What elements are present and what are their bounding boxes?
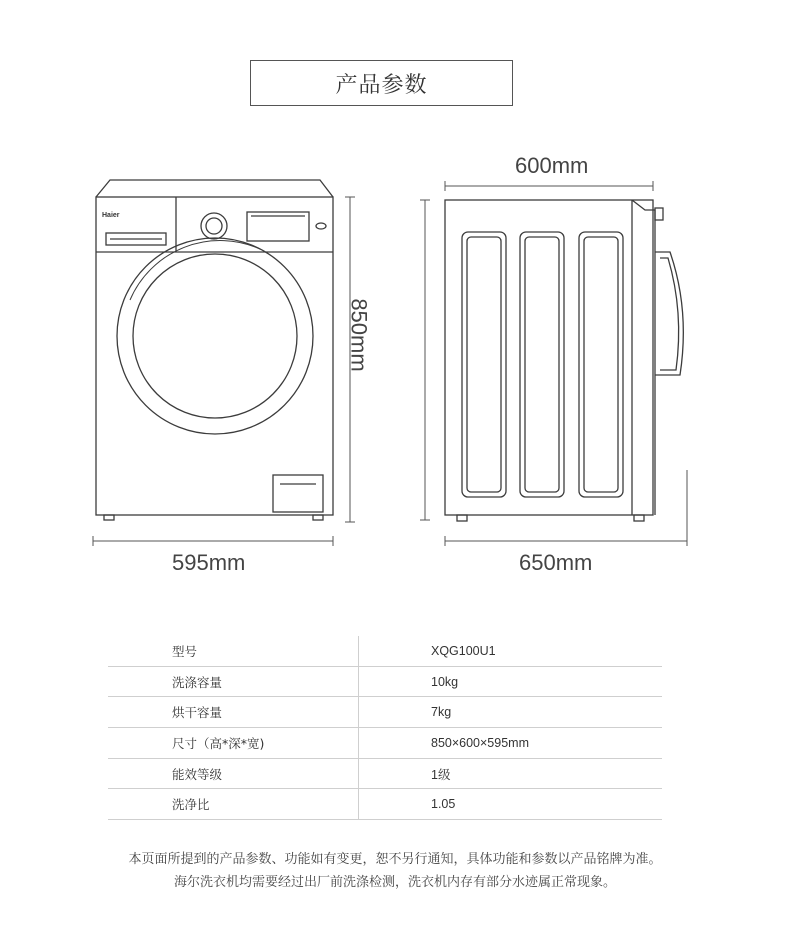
height-label: 850mm [346, 298, 372, 372]
footnote-line-2: 海尔洗衣机均需要经过出厂前洗涤检测，洗衣机内存有部分水迹属正常现象。 [173, 875, 616, 890]
spec-value: 1.05 [359, 789, 663, 820]
spec-label: 烘干容量 [108, 697, 359, 728]
brand-logo: Haier [102, 212, 120, 219]
spec-label: 能效等级 [108, 758, 359, 789]
spec-label: 洗涤容量 [108, 666, 359, 697]
side-depth-label: 650mm [519, 550, 593, 575]
table-row [108, 666, 662, 697]
spec-value: XQG100U1 [359, 636, 663, 666]
side-view-drawing [445, 200, 683, 521]
front-view-drawing [96, 180, 333, 520]
front-width-label: 595mm [172, 550, 246, 575]
spec-label: 型号 [108, 636, 359, 666]
spec-table [108, 636, 662, 820]
table-row [108, 789, 662, 820]
section-title: 产品参数 [250, 60, 513, 106]
footnote-line-1: 本页面所提到的产品参数、功能如有变更，恕不另行通知，具体功能和参数以产品铭牌为准。 [128, 852, 662, 867]
spec-value: 850×600×595mm [359, 728, 663, 759]
table-row [108, 728, 662, 759]
spec-label: 洗净比 [108, 789, 359, 820]
side-width-label: 600mm [515, 153, 589, 178]
spec-value: 10kg [359, 666, 663, 697]
spec-value: 7kg [359, 697, 663, 728]
table-row [108, 697, 662, 728]
spec-value: 1级 [359, 758, 663, 789]
table-row [108, 758, 662, 789]
dimension-lines [93, 181, 687, 546]
table-row [108, 636, 662, 666]
spec-label: 尺寸（高*深*宽) [108, 728, 359, 759]
